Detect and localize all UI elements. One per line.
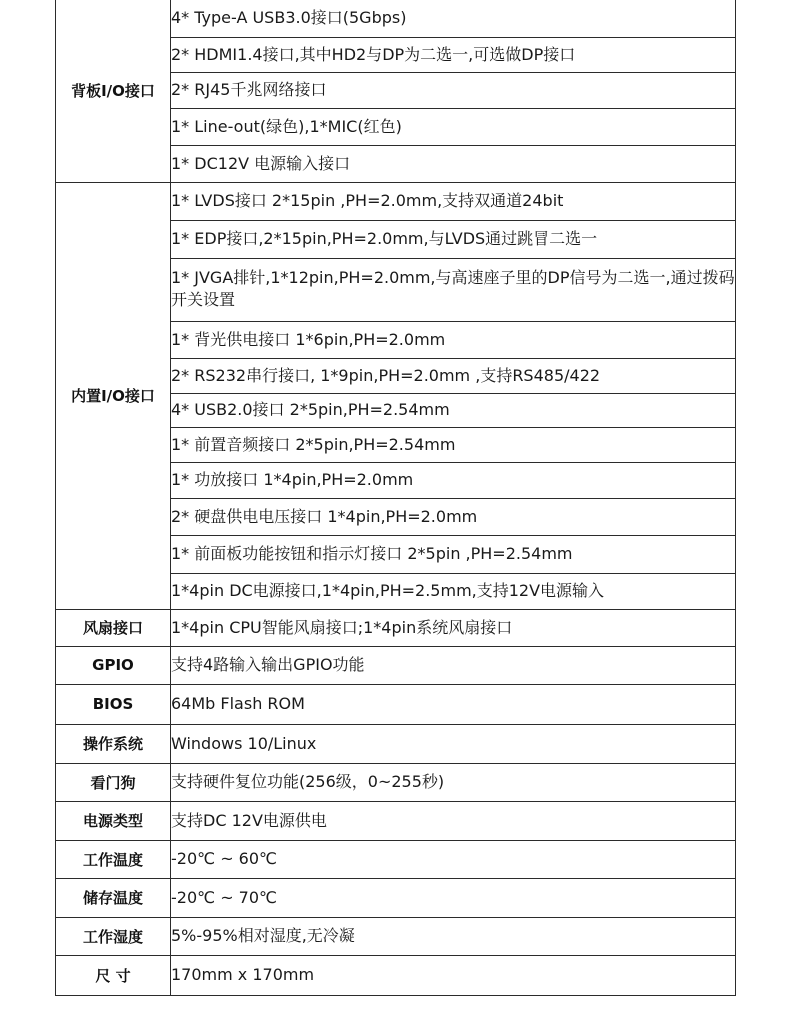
spec-value: 1* 背光供电接口 1*6pin,PH=2.0mm [171, 321, 736, 358]
spec-value: 2* HDMI1.4接口,其中HD2与DP为二选一,可选做DP接口 [171, 37, 736, 72]
spec-value: 170mm x 170mm [171, 955, 736, 995]
table-row [56, 917, 736, 955]
table-row [56, 724, 736, 763]
table-row [56, 801, 736, 840]
spec-value: 2* 硬盘供电电压接口 1*4pin,PH=2.0mm [171, 498, 736, 535]
row-label-storage-temp: 储存温度 [56, 878, 171, 917]
spec-value: -20℃ ~ 70℃ [171, 878, 736, 917]
spec-value: 1* EDP接口,2*15pin,PH=2.0mm,与LVDS通过跳冒二选一 [171, 220, 736, 258]
table-row [56, 684, 736, 724]
spec-table [55, 0, 736, 996]
spec-value: 1* 前面板功能按钮和指示灯接口 2*5pin ,PH=2.54mm [171, 535, 736, 573]
spec-value: 1* 前置音频接口 2*5pin,PH=2.54mm [171, 427, 736, 462]
table-row [56, 763, 736, 801]
spec-value: 1* JVGA排针,1*12pin,PH=2.0mm,与高速座子里的DP信号为二选一,通过拨码开关设置 [171, 258, 736, 321]
spec-value: 1*4pin CPU智能风扇接口;1*4pin系统风扇接口 [171, 609, 736, 646]
row-label-dimensions: 尺 寸 [56, 955, 171, 995]
spec-value: Windows 10/Linux [171, 724, 736, 763]
row-label-internal-io: 内置I/O接口 [56, 182, 171, 609]
table-row [56, 878, 736, 917]
row-label-os: 操作系统 [56, 724, 171, 763]
spec-value: 1* DC12V 电源输入接口 [171, 145, 736, 182]
row-label-fan: 风扇接口 [56, 609, 171, 646]
spec-value: 2* RS232串行接口, 1*9pin,PH=2.0mm ,支持RS485/422 [171, 358, 736, 393]
spec-value: 4* Type-A USB3.0接口(5Gbps) [171, 0, 736, 37]
row-label-power-type: 电源类型 [56, 801, 171, 840]
spec-value: 1* Line-out(绿色),1*MIC(红色) [171, 108, 736, 145]
row-label-gpio: GPIO [56, 646, 171, 684]
spec-value: 支持DC 12V电源供电 [171, 801, 736, 840]
spec-value: 5%-95%相对湿度,无冷凝 [171, 917, 736, 955]
spec-value: 1*4pin DC电源接口,1*4pin,PH=2.5mm,支持12V电源输入 [171, 573, 736, 609]
row-label-operating-temp: 工作温度 [56, 840, 171, 878]
spec-value: 4* USB2.0接口 2*5pin,PH=2.54mm [171, 393, 736, 427]
spec-value: 支持硬件复位功能(256级，0~255秒) [171, 763, 736, 801]
table-row [56, 182, 736, 220]
table-row [56, 609, 736, 646]
spec-value: 1* LVDS接口 2*15pin ,PH=2.0mm,支持双通道24bit [171, 182, 736, 220]
spec-value: 1* 功放接口 1*4pin,PH=2.0mm [171, 462, 736, 498]
table-row [56, 840, 736, 878]
table-row [56, 0, 736, 37]
row-label-bios: BIOS [56, 684, 171, 724]
table-row [56, 955, 736, 995]
spec-value: 2* RJ45千兆网络接口 [171, 72, 736, 108]
spec-value: -20℃ ~ 60℃ [171, 840, 736, 878]
row-label-rear-io: 背板I/O接口 [56, 0, 171, 182]
row-label-humidity: 工作湿度 [56, 917, 171, 955]
spec-value: 64Mb Flash ROM [171, 684, 736, 724]
table-row [56, 646, 736, 684]
spec-value: 支持4路输入输出GPIO功能 [171, 646, 736, 684]
row-label-watchdog: 看门狗 [56, 763, 171, 801]
